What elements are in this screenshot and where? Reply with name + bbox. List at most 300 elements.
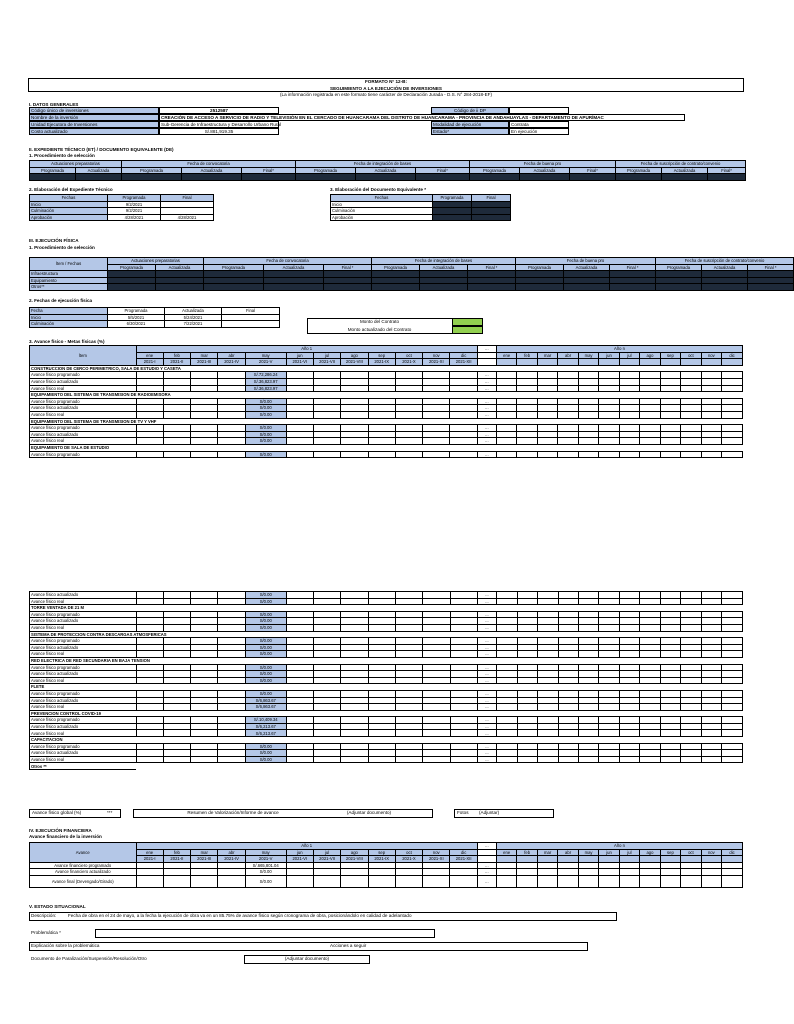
progress-cell[interactable] (619, 638, 639, 645)
progress-cell[interactable] (136, 756, 163, 763)
progress-cell[interactable] (314, 756, 341, 763)
progress-cell[interactable] (314, 690, 341, 697)
progress-cell[interactable] (368, 644, 395, 651)
progress-cell[interactable] (558, 618, 578, 625)
fin-cell[interactable]: S/0.00 (245, 875, 286, 887)
progress-cell[interactable] (368, 411, 395, 418)
progress-cell[interactable] (599, 756, 619, 763)
progress-cell[interactable] (558, 644, 578, 651)
progress-cell[interactable] (450, 638, 477, 645)
progress-cell[interactable] (538, 704, 558, 711)
progress-cell[interactable] (368, 723, 395, 730)
progress-cell[interactable] (218, 750, 245, 757)
progress-cell[interactable] (599, 671, 619, 678)
progress-cell[interactable] (368, 398, 395, 405)
fin-cell[interactable] (537, 875, 557, 887)
exec-cell[interactable] (610, 271, 656, 278)
progress-cell[interactable] (423, 750, 450, 757)
progress-cell[interactable] (537, 438, 557, 445)
exec-date[interactable]: 6/30/2021 (108, 321, 165, 328)
progress-cell[interactable] (558, 704, 578, 711)
et-elab-date[interactable]: 9/2/2021 (108, 201, 161, 208)
progress-cell[interactable] (136, 378, 163, 385)
fin-cell[interactable] (423, 869, 450, 876)
progress-cell[interactable] (722, 618, 743, 625)
progress-cell[interactable] (368, 618, 395, 625)
progress-cell[interactable] (341, 671, 368, 678)
progress-cell[interactable] (640, 372, 660, 379)
progress-cell[interactable] (368, 677, 395, 684)
progress-cell[interactable] (396, 671, 423, 678)
exec-cell[interactable] (564, 277, 610, 284)
progress-cell[interactable] (578, 651, 598, 658)
progress-cell[interactable] (578, 750, 598, 757)
progress-cell[interactable] (599, 743, 619, 750)
progress-cell[interactable] (314, 618, 341, 625)
progress-cell[interactable] (136, 704, 163, 711)
progress-cell[interactable] (218, 618, 245, 625)
progress-cell[interactable] (163, 644, 190, 651)
progress-cell[interactable] (450, 697, 477, 704)
progress-cell[interactable] (517, 763, 537, 770)
progress-cell[interactable] (681, 398, 701, 405)
fin-cell[interactable] (450, 862, 477, 869)
progress-cell[interactable]: S/0.00 (245, 664, 286, 671)
progress-cell[interactable] (722, 677, 743, 684)
progress-cell[interactable] (163, 717, 190, 724)
progress-cell[interactable] (640, 644, 660, 651)
progress-cell[interactable] (163, 425, 190, 432)
progress-cell[interactable] (218, 743, 245, 750)
progress-cell[interactable] (681, 723, 701, 730)
progress-cell[interactable] (701, 677, 721, 684)
progress-cell[interactable]: S/0.00 (245, 618, 286, 625)
progress-cell[interactable] (497, 592, 517, 599)
progress-cell[interactable] (368, 697, 395, 704)
progress-cell[interactable] (578, 618, 598, 625)
progress-cell[interactable] (341, 398, 368, 405)
progress-cell[interactable] (423, 763, 450, 770)
progress-cell[interactable] (538, 723, 558, 730)
progress-cell[interactable] (640, 677, 660, 684)
exec-cell[interactable] (372, 277, 420, 284)
progress-cell[interactable] (537, 378, 557, 385)
progress-cell[interactable] (599, 624, 619, 631)
progress-cell[interactable] (396, 717, 423, 724)
fin-cell[interactable] (395, 869, 422, 876)
progress-cell[interactable] (396, 644, 423, 651)
progress-cell[interactable] (538, 638, 558, 645)
progress-cell[interactable] (517, 664, 537, 671)
fin-cell[interactable] (163, 875, 190, 887)
progress-cell[interactable] (395, 425, 422, 432)
fin-cell[interactable] (341, 869, 368, 876)
progress-cell[interactable] (701, 372, 721, 379)
exec-cell[interactable] (324, 271, 372, 278)
exec-cell[interactable] (156, 284, 204, 291)
progress-cell[interactable] (313, 405, 340, 412)
fin-cell[interactable] (368, 869, 395, 876)
progress-cell[interactable] (538, 598, 558, 605)
progress-cell[interactable] (681, 756, 701, 763)
progress-cell[interactable] (599, 763, 619, 770)
progress-cell[interactable] (218, 451, 245, 458)
progress-cell[interactable] (619, 677, 639, 684)
exec-cell[interactable] (702, 277, 748, 284)
et-value-cell[interactable] (520, 174, 570, 181)
progress-cell[interactable] (136, 664, 163, 671)
exec-cell[interactable] (610, 277, 656, 284)
progress-cell[interactable] (368, 717, 395, 724)
progress-cell[interactable] (450, 651, 477, 658)
progress-cell[interactable] (423, 664, 450, 671)
progress-cell[interactable] (701, 451, 721, 458)
progress-cell[interactable] (517, 431, 537, 438)
progress-cell[interactable] (578, 664, 598, 671)
progress-cell[interactable] (497, 756, 517, 763)
progress-cell[interactable] (681, 671, 701, 678)
progress-cell[interactable] (368, 378, 395, 385)
progress-cell[interactable] (423, 723, 450, 730)
progress-cell[interactable] (497, 638, 517, 645)
exec-cell[interactable] (610, 284, 656, 291)
progress-cell[interactable] (578, 743, 598, 750)
progress-cell[interactable] (640, 763, 660, 770)
progress-cell[interactable] (286, 651, 313, 658)
progress-cell[interactable] (660, 598, 680, 605)
progress-cell[interactable] (619, 372, 639, 379)
fotos-box[interactable] (454, 809, 554, 818)
progress-cell[interactable] (640, 743, 660, 750)
progress-cell[interactable] (191, 723, 218, 730)
progress-cell[interactable] (640, 411, 660, 418)
progress-cell[interactable] (640, 730, 660, 737)
progress-cell[interactable] (218, 763, 245, 770)
progress-cell[interactable] (136, 723, 163, 730)
progress-cell[interactable] (395, 431, 422, 438)
progress-cell[interactable] (517, 592, 537, 599)
progress-cell[interactable] (218, 592, 245, 599)
progress-cell[interactable] (517, 378, 537, 385)
progress-cell[interactable] (136, 425, 163, 432)
progress-cell[interactable] (286, 438, 313, 445)
progress-cell[interactable] (619, 651, 639, 658)
exec-cell[interactable] (204, 284, 264, 291)
progress-cell[interactable] (450, 763, 477, 770)
progress-cell[interactable] (163, 651, 190, 658)
progress-cell[interactable] (191, 651, 218, 658)
progress-cell[interactable] (599, 644, 619, 651)
progress-cell[interactable] (599, 651, 619, 658)
fin-cell[interactable] (722, 869, 743, 876)
progress-cell[interactable] (517, 644, 537, 651)
progress-cell[interactable] (701, 651, 721, 658)
progress-cell[interactable] (496, 378, 516, 385)
progress-cell[interactable] (701, 438, 721, 445)
progress-cell[interactable] (578, 677, 598, 684)
progress-cell[interactable] (313, 378, 340, 385)
progress-cell[interactable] (701, 664, 721, 671)
progress-cell[interactable] (578, 592, 598, 599)
fin-cell[interactable] (450, 869, 477, 876)
progress-cell[interactable] (640, 438, 660, 445)
progress-cell[interactable] (191, 677, 218, 684)
progress-cell[interactable] (136, 677, 163, 684)
progress-cell[interactable] (286, 431, 313, 438)
progress-cell[interactable] (558, 717, 578, 724)
progress-cell[interactable] (599, 431, 619, 438)
progress-cell[interactable] (423, 697, 450, 704)
progress-cell[interactable] (368, 750, 395, 757)
progress-cell[interactable] (599, 451, 619, 458)
progress-cell[interactable] (701, 704, 721, 711)
progress-cell[interactable] (218, 651, 245, 658)
progress-cell[interactable] (163, 372, 190, 379)
progress-cell[interactable] (681, 717, 701, 724)
fin-cell[interactable] (313, 862, 340, 869)
progress-cell[interactable] (722, 425, 743, 432)
progress-cell[interactable] (701, 723, 721, 730)
progress-cell[interactable] (660, 723, 680, 730)
progress-cell[interactable] (722, 438, 743, 445)
progress-cell[interactable] (538, 690, 558, 697)
progress-cell[interactable] (640, 624, 660, 631)
progress-cell[interactable] (341, 704, 368, 711)
progress-cell[interactable] (578, 372, 598, 379)
progress-cell[interactable] (722, 451, 743, 458)
progress-cell[interactable] (396, 677, 423, 684)
progress-cell[interactable] (218, 385, 245, 392)
exec-cell[interactable] (702, 271, 748, 278)
progress-cell[interactable] (396, 697, 423, 704)
progress-cell[interactable] (722, 431, 743, 438)
progress-cell[interactable]: S/0.00 (245, 644, 286, 651)
progress-cell[interactable] (660, 405, 680, 412)
progress-cell[interactable] (314, 717, 341, 724)
progress-cell[interactable] (537, 405, 557, 412)
progress-cell[interactable]: S/0.00 (245, 677, 286, 684)
progress-cell[interactable] (341, 438, 368, 445)
progress-cell[interactable] (396, 638, 423, 645)
progress-cell[interactable] (558, 750, 578, 757)
progress-cell[interactable] (538, 592, 558, 599)
progress-cell[interactable] (640, 638, 660, 645)
progress-cell[interactable] (578, 598, 598, 605)
progress-cell[interactable] (136, 624, 163, 631)
progress-cell[interactable]: S/0.00 (245, 743, 286, 750)
progress-cell[interactable] (619, 723, 639, 730)
progress-cell[interactable]: S/0.00 (245, 438, 286, 445)
progress-cell[interactable] (341, 723, 368, 730)
exec-cell[interactable] (156, 277, 204, 284)
progress-cell[interactable] (578, 644, 598, 651)
progress-cell[interactable] (722, 697, 743, 704)
progress-cell[interactable] (245, 763, 286, 770)
progress-cell[interactable] (396, 730, 423, 737)
progress-cell[interactable] (136, 592, 163, 599)
progress-cell[interactable] (660, 411, 680, 418)
exec-cell[interactable] (420, 271, 468, 278)
progress-cell[interactable] (599, 411, 619, 418)
progress-cell[interactable]: S/6,213.67 (245, 730, 286, 737)
progress-cell[interactable] (136, 438, 163, 445)
progress-cell[interactable] (191, 385, 218, 392)
progress-cell[interactable] (163, 451, 190, 458)
fin-cell[interactable] (701, 869, 721, 876)
progress-cell[interactable] (701, 730, 721, 737)
progress-cell[interactable] (681, 425, 701, 432)
progress-cell[interactable] (368, 664, 395, 671)
progress-cell[interactable] (286, 398, 313, 405)
progress-cell[interactable] (341, 743, 368, 750)
progress-cell[interactable] (341, 763, 368, 770)
progress-cell[interactable] (136, 671, 163, 678)
progress-cell[interactable] (599, 438, 619, 445)
progress-cell[interactable] (286, 451, 313, 458)
progress-cell[interactable] (619, 618, 639, 625)
progress-cell[interactable] (640, 378, 660, 385)
progress-cell[interactable] (701, 690, 721, 697)
progress-cell[interactable] (640, 756, 660, 763)
progress-cell[interactable] (136, 638, 163, 645)
progress-cell[interactable] (450, 438, 477, 445)
progress-cell[interactable] (578, 717, 598, 724)
progress-cell[interactable] (497, 750, 517, 757)
progress-cell[interactable] (640, 671, 660, 678)
progress-cell[interactable] (558, 431, 578, 438)
progress-cell[interactable] (341, 411, 368, 418)
fin-cell[interactable] (660, 862, 680, 869)
progress-cell[interactable] (286, 611, 313, 618)
exec-cell[interactable] (702, 284, 748, 291)
progress-cell[interactable] (640, 385, 660, 392)
monto-contrato-value[interactable] (452, 318, 483, 326)
fin-cell[interactable] (136, 869, 163, 876)
progress-cell[interactable] (218, 425, 245, 432)
progress-cell[interactable] (450, 750, 477, 757)
fin-cell[interactable] (136, 875, 163, 887)
fin-cell[interactable] (558, 875, 578, 887)
progress-cell[interactable] (450, 743, 477, 750)
progress-cell[interactable] (368, 598, 395, 605)
progress-cell[interactable] (136, 651, 163, 658)
progress-cell[interactable] (136, 385, 163, 392)
progress-cell[interactable] (286, 671, 313, 678)
progress-cell[interactable] (286, 405, 313, 412)
progress-cell[interactable] (423, 592, 450, 599)
exec-cell[interactable] (264, 284, 324, 291)
exec-cell[interactable] (656, 277, 702, 284)
progress-cell[interactable] (341, 756, 368, 763)
progress-cell[interactable] (517, 372, 537, 379)
progress-cell[interactable] (558, 592, 578, 599)
progress-cell[interactable] (163, 598, 190, 605)
progress-cell[interactable] (599, 664, 619, 671)
progress-cell[interactable] (423, 704, 450, 711)
progress-cell[interactable] (341, 372, 368, 379)
progress-cell[interactable] (681, 411, 701, 418)
de-elab-date[interactable] (433, 214, 472, 221)
progress-cell[interactable]: S/.10,409.34 (245, 717, 286, 724)
progress-cell[interactable] (517, 743, 537, 750)
progress-cell[interactable] (681, 638, 701, 645)
progress-cell[interactable] (136, 405, 163, 412)
progress-cell[interactable] (722, 385, 743, 392)
progress-cell[interactable] (578, 411, 598, 418)
progress-cell[interactable] (423, 618, 450, 625)
exec-date[interactable] (222, 314, 280, 321)
fin-cell[interactable] (423, 875, 450, 887)
progress-cell[interactable] (681, 592, 701, 599)
progress-cell[interactable] (701, 756, 721, 763)
fin-cell[interactable] (450, 875, 477, 887)
fin-cell[interactable] (537, 869, 557, 876)
progress-cell[interactable] (341, 677, 368, 684)
progress-cell[interactable] (163, 398, 190, 405)
exec-cell[interactable] (108, 271, 156, 278)
progress-cell[interactable] (341, 664, 368, 671)
progress-cell[interactable] (681, 750, 701, 757)
progress-cell[interactable] (163, 611, 190, 618)
fin-cell[interactable] (191, 875, 218, 887)
progress-cell[interactable] (191, 664, 218, 671)
fin-cell[interactable] (218, 862, 245, 869)
progress-cell[interactable] (619, 664, 639, 671)
progress-cell[interactable] (163, 704, 190, 711)
progress-cell[interactable] (517, 405, 537, 412)
progress-cell[interactable] (660, 372, 680, 379)
et-value-cell[interactable] (122, 174, 182, 181)
exec-cell[interactable] (656, 284, 702, 291)
progress-cell[interactable] (496, 385, 516, 392)
progress-cell[interactable] (450, 398, 477, 405)
progress-cell[interactable] (163, 431, 190, 438)
progress-cell[interactable] (423, 431, 450, 438)
progress-cell[interactable]: S/.72,286.24 (245, 372, 286, 379)
progress-cell[interactable] (136, 730, 163, 737)
fin-cell[interactable] (423, 862, 450, 869)
progress-cell[interactable] (423, 756, 450, 763)
progress-cell[interactable] (191, 438, 218, 445)
et-elab-date[interactable]: 4/28/2021 (161, 214, 214, 221)
progress-cell[interactable] (191, 704, 218, 711)
progress-cell[interactable] (517, 730, 537, 737)
progress-cell[interactable] (537, 431, 557, 438)
progress-cell[interactable] (517, 717, 537, 724)
progress-cell[interactable] (558, 405, 578, 412)
progress-cell[interactable] (722, 638, 743, 645)
progress-cell[interactable] (286, 385, 313, 392)
progress-cell[interactable] (450, 385, 477, 392)
progress-cell[interactable] (313, 398, 340, 405)
progress-cell[interactable]: S/.36,823.97 (245, 378, 286, 385)
progress-cell[interactable] (599, 378, 619, 385)
progress-cell[interactable] (314, 598, 341, 605)
exec-cell[interactable] (516, 277, 564, 284)
progress-cell[interactable] (218, 697, 245, 704)
progress-cell[interactable] (218, 704, 245, 711)
fin-cell[interactable] (537, 862, 557, 869)
exec-cell[interactable] (324, 284, 372, 291)
progress-cell[interactable] (599, 385, 619, 392)
progress-cell[interactable] (477, 763, 496, 770)
et-value-cell[interactable] (662, 174, 708, 181)
progress-cell[interactable] (191, 756, 218, 763)
fotos-attach[interactable]: (Adjuntar) (479, 810, 500, 815)
fin-cell[interactable]: S/.665,801.04 (245, 862, 286, 869)
progress-cell[interactable] (538, 677, 558, 684)
progress-cell[interactable] (191, 717, 218, 724)
